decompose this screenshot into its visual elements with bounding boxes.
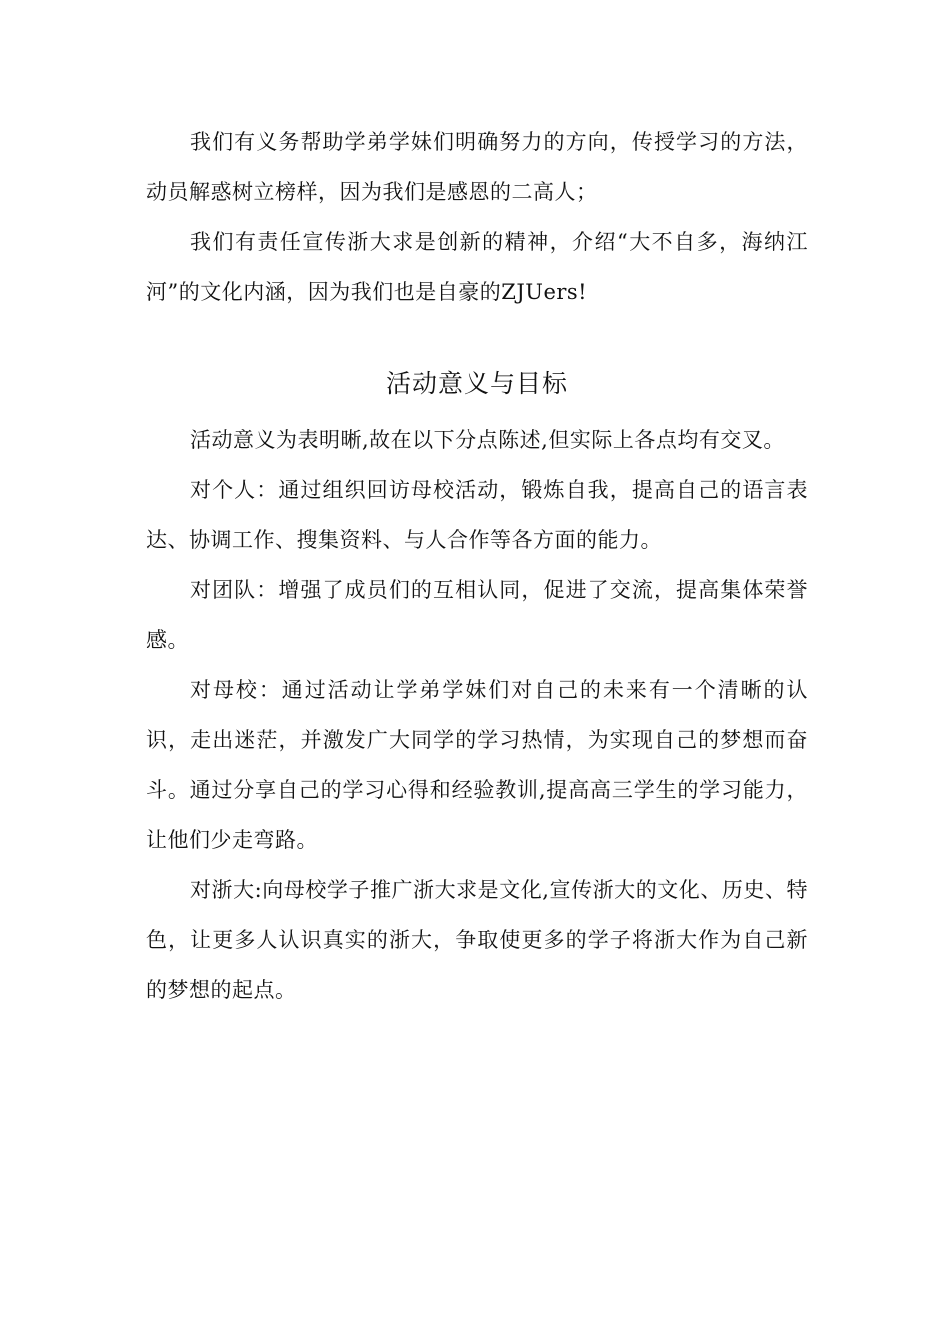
section-paragraph-team: 对团队：增强了成员们的互相认同，促进了交流，提高集体荣誉感。 — [146, 578, 808, 652]
document-body — [146, 117, 808, 1015]
intro-paragraph-duty: 我们有义务帮助学弟学妹们明确努力的方向，传授学习的方法，动员解惑树立榜样，因为我们是感恩的二高人； — [146, 130, 808, 204]
intro-paragraph-responsibility: 我们有责任宣传浙大求是创新的精神，介绍“大不自多，海纳江河”的文化内涵，因为我们也是自豪的ZJUers! — [146, 230, 808, 304]
section-paragraph-school: 对母校：通过活动让学弟学妹们对自己的未来有一个清晰的认识，走出迷茫，并激发广大同学的学习热情，为实现自己的梦想而奋斗。通过分享自己的学习心得和经验教训,提高高三学生的学习能力，让他们少走弯路。 — [146, 678, 808, 852]
section-paragraph-individual: 对个人：通过组织回访母校活动，锻炼自我，提高自己的语言表达、协调工作、搜集资料、与人合作等各方面的能力。 — [146, 478, 808, 552]
section-heading: 活动意义与目标 — [385, 369, 568, 398]
section-paragraph-zju: 对浙大:向母校学子推广浙大求是文化,宣传浙大的文化、历史、特色，让更多人认识真实的浙大，争取使更多的学子将浙大作为自己新的梦想的起点。 — [146, 878, 808, 1002]
section-paragraph-overview: 活动意义为表明晰,故在以下分点陈述,但实际上各点均有交叉。 — [190, 428, 785, 452]
